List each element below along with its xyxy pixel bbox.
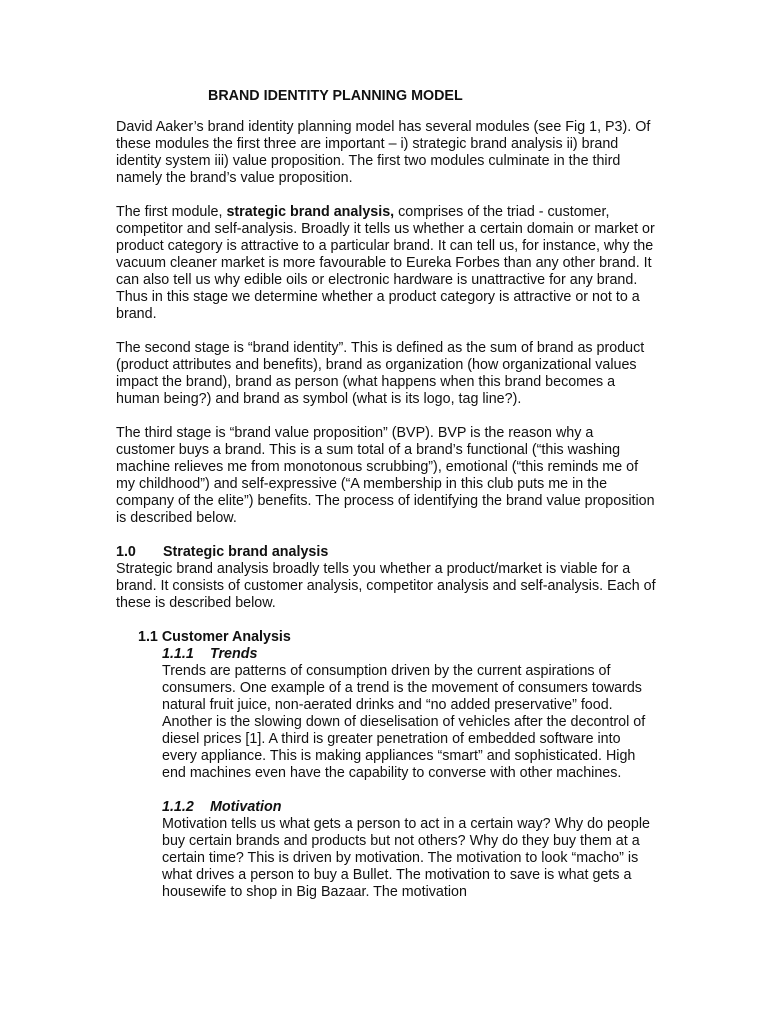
section-title: Strategic brand analysis xyxy=(163,544,329,560)
section-number: 1.0 xyxy=(116,544,136,560)
section-heading-strategic-brand-analysis xyxy=(116,544,656,561)
first-module-text-before: The first module, xyxy=(116,204,227,220)
motivation-paragraph: Motivation tells us what gets a person to act in a certain way? Why do people buy certain brands and products but not others? Why do they buy them at a certain time? This is driven by motivation. The motivation to look “macho” is what drives a person to buy a Bullet. The motivation to save is what gets a housewife to shop in Big Bazaar. The motivation xyxy=(162,816,650,900)
subsubsection-heading-trends xyxy=(162,646,656,663)
intro-paragraph: David Aaker’s brand identity planning model has several modules (see Fig 1, P3). Of these modules the first three are important – i) strategic brand analysis ii) brand identity system iii) value proposition. The first two modules culminate in the third namely the brand’s value proposition. xyxy=(116,119,651,186)
subsubsection-title: Motivation xyxy=(210,799,282,815)
trends-paragraph: Trends are patterns of consumption driven by the current aspirations of consumers. One example of a trend is the movement of consumers towards natural fruit juice, non-aerated drinks and “no added preservative” food. Another is the slowing down of dieselisation of vehicles after the decontrol of diesel prices [1]. A third is greater penetration of embedded software into every appliance. This is making appliances “smart” and sophisticated. High end machines even have the capability to converse with other machines. xyxy=(162,663,646,781)
document-title: BRAND IDENTITY PLANNING MODEL xyxy=(208,88,463,104)
subsection-heading-customer-analysis: 1.1 Customer Analysis xyxy=(138,629,291,645)
strategic-brand-analysis-paragraph: Strategic brand analysis broadly tells you whether a product/market is viable for a brand. It consists of customer analysis, competitor analysis and self-analysis. Each of these is described below. xyxy=(116,561,656,611)
subsubsection-heading-motivation xyxy=(162,799,656,816)
brand-identity-paragraph: The second stage is “brand identity”. This is defined as the sum of brand as product (product attributes and benefits), brand as organization (how organizational values impact the brand), brand as person (what happens when this brand becomes a human being?) and brand as symbol (what is its logo, tag line?). xyxy=(116,340,645,407)
subsubsection-number: 1.1.2 xyxy=(162,799,194,815)
value-proposition-paragraph: The third stage is “brand value proposition” (BVP). BVP is the reason why a customer buys a brand. This is a sum total of a brand’s functional (“this washing machine relieves me from monotonous scrubbing”), emotional (“this reminds me of my childhood”) and self-expressive (“A membership in this club puts me in the company of the elite”) benefits. The process of identifying the brand value proposition is described below. xyxy=(116,425,655,526)
subsubsection-number: 1.1.1 xyxy=(162,646,194,662)
first-module-paragraph xyxy=(116,204,656,323)
first-module-bold-term: strategic brand analysis, xyxy=(226,204,395,220)
document-page xyxy=(116,88,656,901)
first-module-text-after: comprises of the triad - customer, competitor and self-analysis. Broadly it tells us whether a certain domain or market or product category is attractive to a particular brand. It can tell us, for instance, why the vacuum cleaner market is more favourable to Eureka Forbes than any other brand. It can also tell us why edible oils or electronic hardware is unattractive for any brand. Thus in this stage we determine whether a product category is attractive or not to a brand. xyxy=(116,204,655,322)
subsubsection-title: Trends xyxy=(210,646,258,662)
